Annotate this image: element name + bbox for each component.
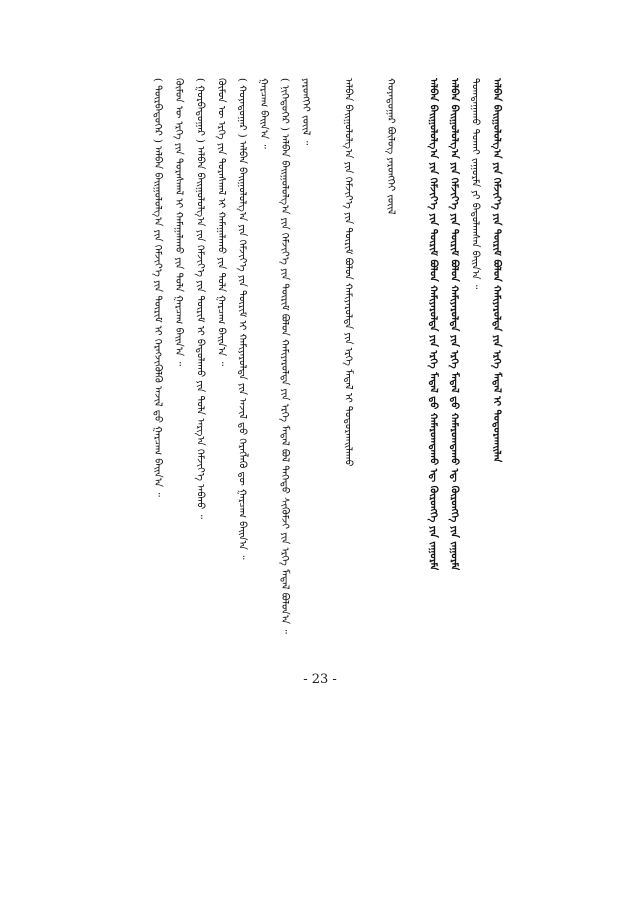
text-line <box>214 78 228 638</box>
text-line <box>404 78 418 638</box>
text-line-content: ᠬᠦᠮᠦᠨ ᠦ ᠡᠷᠬᠡ ᠶᠢᠨ ᠳᠤᠷᠠᠰᠬᠠᠯ ᠢ ᠬᠠᠮᠠᠭᠠᠯᠠᠬᠤ ᠶᠢᠨ ᠲᠤᠯᠠ ᠭᠠᠷᠴᠠᠭ ᠪᠠᠢᠨ᠎ᠠ ᠃ <box>173 78 185 366</box>
text-line <box>150 78 164 638</box>
text-line-content: ᠠᠯᠪᠠᠨ ᠪᠠᠢᠭᠤᠯᠤᠯᠭ᠎ᠠ ᠶᠢᠨ ᠬᠡᠮᠵᠢᠶ᠎ᠡ ᠶᠢᠨ ᠳᠦᠷᠢᠮ ᠪᠣᠯᠤᠨ ᠬᠠᠮᠢᠶᠠᠷᠤᠯᠲᠠ ᠶᠢᠨ ᠡᠷᠬᠡ ᠮᠡᠳᠡᠯ ᠢ ᠲᠣᠳᠣᠷᠬᠠᠢᠯᠠᠨ <box>490 78 502 463</box>
text-line <box>192 78 206 638</box>
text-line <box>171 78 185 638</box>
text-line-content: ᠲᠣᠭᠲᠠᠭᠠᠬᠤ ᠲᠤᠬᠠᠢ ᠵᠠᠭᠤᠷᠮᠠ ᠶᠢ ᠪᠠᠲᠤᠯᠠᠭᠰᠠᠨ ᠪᠠᠢᠨ᠎ᠠ ᠃ <box>469 78 481 290</box>
text-line-content: ᠠᠯᠪᠠᠨ ᠪᠠᠢᠭᠤᠯᠤᠯᠭ᠎ᠠ ᠶᠢᠨ ᠬᠡᠮᠵᠢᠶ᠎ᠡ ᠶᠢᠨ ᠳᠦᠷᠢᠮ ᠪᠣᠯᠤᠨ ᠬᠠᠮᠢᠶᠠᠷᠤᠯᠲᠠ ᠶᠢᠨ ᠡᠷᠬᠡ ᠮᠡᠳᠡᠯ ᠳ᠋ᠦ ᠬᠠᠮᠠᠷᠤᠭᠳᠠᠬᠤ ᠡᠳ᠋ ᠬᠦᠷᠦᠩᠭᠡ ᠶᠢᠨ ᠵᠠᠭᠤᠷᠮᠠ <box>448 78 460 571</box>
text-line-content: ( ᠨᠢᠭᠡᠳᠦᠭᠡᠷ ) ᠠᠯᠪᠠᠨ ᠪᠠᠢᠭᠤᠯᠤᠯᠭ᠎ᠠ ᠶᠢᠨ ᠬᠡᠮᠵᠢᠶ᠎ᠡ ᠶᠢᠨ ᠳᠦᠷᠢᠮ ᠪᠣᠯᠤᠨ ᠬᠠᠮᠢᠶᠠᠷᠤᠯᠲᠠ ᠶᠢᠨ ᠡᠷᠬᠡ ᠮᠡᠳᠡᠯ ᠪᠣᠯ ᠳᠡᠭᠡᠳᠦ ᠰᠢᠭᠦᠮᠵᠢ ᠶᠢᠨ ᠡᠷᠬᠡ ᠮᠡᠳᠡᠯ ᠪᠣᠯᠤᠨ᠎ᠠ ᠃ <box>279 78 291 634</box>
text-line <box>298 78 312 638</box>
rotated-text-block <box>150 78 510 638</box>
text-line-content: ᠭᠠᠷᠴᠠᠭ ᠪᠠᠢᠨ᠎ᠠ ᠃ <box>257 78 269 149</box>
text-line-content: ᠶᠡᠷᠦᠩᠬᠡᠢ ᠵᠦᠢᠯ ᠃ <box>300 78 312 146</box>
text-line-content: ( ᠳᠦᠷᠪᠡᠳᠦᠭᠡᠷ ) ᠠᠯᠪᠠᠨ ᠪᠠᠢᠭᠤᠯᠤᠯᠭ᠎ᠠ ᠶᠢᠨ ᠬᠡᠮᠵᠢᠶ᠎ᠡ ᠶᠢᠨ ᠳᠦᠷᠢᠮ ᠢ ᠬᠡᠷᠡᠭᠵᠢᠭᠦᠯᠬᠦ ᠠᠵᠢᠯ ᠳ᠋ᠤ ᠭᠠᠷᠴᠠᠭ ᠪᠠᠢᠨ᠎ᠠ ᠃ <box>152 78 163 497</box>
text-line-content: ᠬᠦᠮᠦᠨ ᠦ ᠡᠷᠬᠡ ᠶᠢᠨ ᠳᠤᠷᠠᠰᠬᠠᠯ ᠢ ᠬᠠᠮᠠᠭᠠᠯᠠᠬᠤ ᠶᠢᠨ ᠲᠤᠯᠠ ᠭᠠᠷᠴᠠᠭ ᠪᠠᠢᠨ᠎ᠠ ᠃ <box>215 78 227 366</box>
text-line <box>446 78 460 638</box>
text-line <box>235 78 249 638</box>
text-line <box>319 78 333 638</box>
page-number: - 23 - <box>303 672 337 687</box>
text-line <box>277 78 291 638</box>
text-line-content: ᠠᠯᠪᠠᠨ ᠪᠠᠢᠭᠤᠯᠤᠯᠭ᠎ᠠ ᠶᠢᠨ ᠬᠡᠮᠵᠢᠶ᠎ᠡ ᠶᠢᠨ ᠳᠦᠷᠢᠮ ᠪᠣᠯᠤᠨ ᠬᠠᠮᠢᠶᠠᠷᠤᠯᠲᠠ ᠶᠢᠨ ᠡᠷᠬᠡ ᠮᠡᠳᠡᠯ ᠳ᠋ᠦ ᠬᠠᠮᠠᠷᠤᠭᠳᠠᠬᠤ ᠡᠳ᠋ ᠬᠦᠷᠦᠩᠭᠡ ᠶᠢᠨ ᠵᠠᠭᠤᠷᠮᠠ <box>427 78 439 571</box>
text-line <box>362 78 376 638</box>
text-line-content: ( ᠬᠣᠶᠠᠳᠤᠭᠠᠷ ) ᠠᠯᠪᠠᠨ ᠪᠠᠢᠭᠤᠯᠤᠯᠭ᠎ᠠ ᠶᠢᠨ ᠬᠡᠮᠵᠢᠶ᠎ᠡ ᠶᠢᠨ ᠳᠦᠷᠢᠮ ᠢ ᠬᠠᠮᠢᠶᠠᠷᠤᠯᠲᠠ ᠶᠢᠨ ᠠᠵᠢᠯ ᠳ᠋ᠤ ᠬᠡᠷᠡᠭᠯᠡᠬᠦ ᠳᠦ ᠭᠠᠷᠴᠠᠭ ᠪᠠᠢᠨ᠎ᠠ ᠃ <box>236 78 248 560</box>
text-line <box>341 78 355 638</box>
text-line <box>256 78 270 638</box>
text-line-content: ( ᠭᠤᠷᠪᠠᠳᠤᠭᠠᠷ ) ᠠᠯᠪᠠᠨ ᠪᠠᠢᠭᠤᠯᠤᠯᠭ᠎ᠠ ᠶᠢᠨ ᠬᠡᠮᠵᠢᠶ᠎ᠡ ᠶᠢᠨ ᠳᠦᠷᠢᠮ ᠢ ᠪᠠᠲᠤᠯᠠᠬᠤ ᠶᠢᠨ ᠲᠤᠯᠠ ᠠᠷᠭ᠎ᠠ ᠬᠡᠮᠵᠢᠶ᠎ᠡ ᠠᠪᠬᠤ ᠃ <box>194 78 206 519</box>
text-line-content: ᠬᠣᠶᠠᠳᠤᠭᠠᠷ ᠪᠦᠯᠦᠭ ᠶᠡᠷᠦᠩᠬᠡᠢ ᠵᠦᠢᠯ <box>384 78 396 215</box>
text-line <box>468 78 482 638</box>
text-line-content: ᠠᠯᠪᠠᠨ ᠪᠠᠢᠭᠤᠯᠤᠯᠭ᠎ᠠ ᠶᠢᠨ ᠬᠡᠮᠵᠢᠶ᠎ᠡ ᠶᠢᠨ ᠳᠦᠷᠢᠮ ᠪᠣᠯᠤᠨ ᠬᠠᠮᠢᠶᠠᠷᠤᠯᠲᠠ ᠶᠢᠨ ᠡᠷᠬᠡ ᠮᠡᠳᠡᠯ ᠢ ᠲᠣᠳᠣᠷᠬᠠᠢᠯᠠᠬᠤ <box>342 78 354 467</box>
text-line <box>489 78 503 638</box>
text-line <box>383 78 397 638</box>
text-line <box>425 78 439 638</box>
